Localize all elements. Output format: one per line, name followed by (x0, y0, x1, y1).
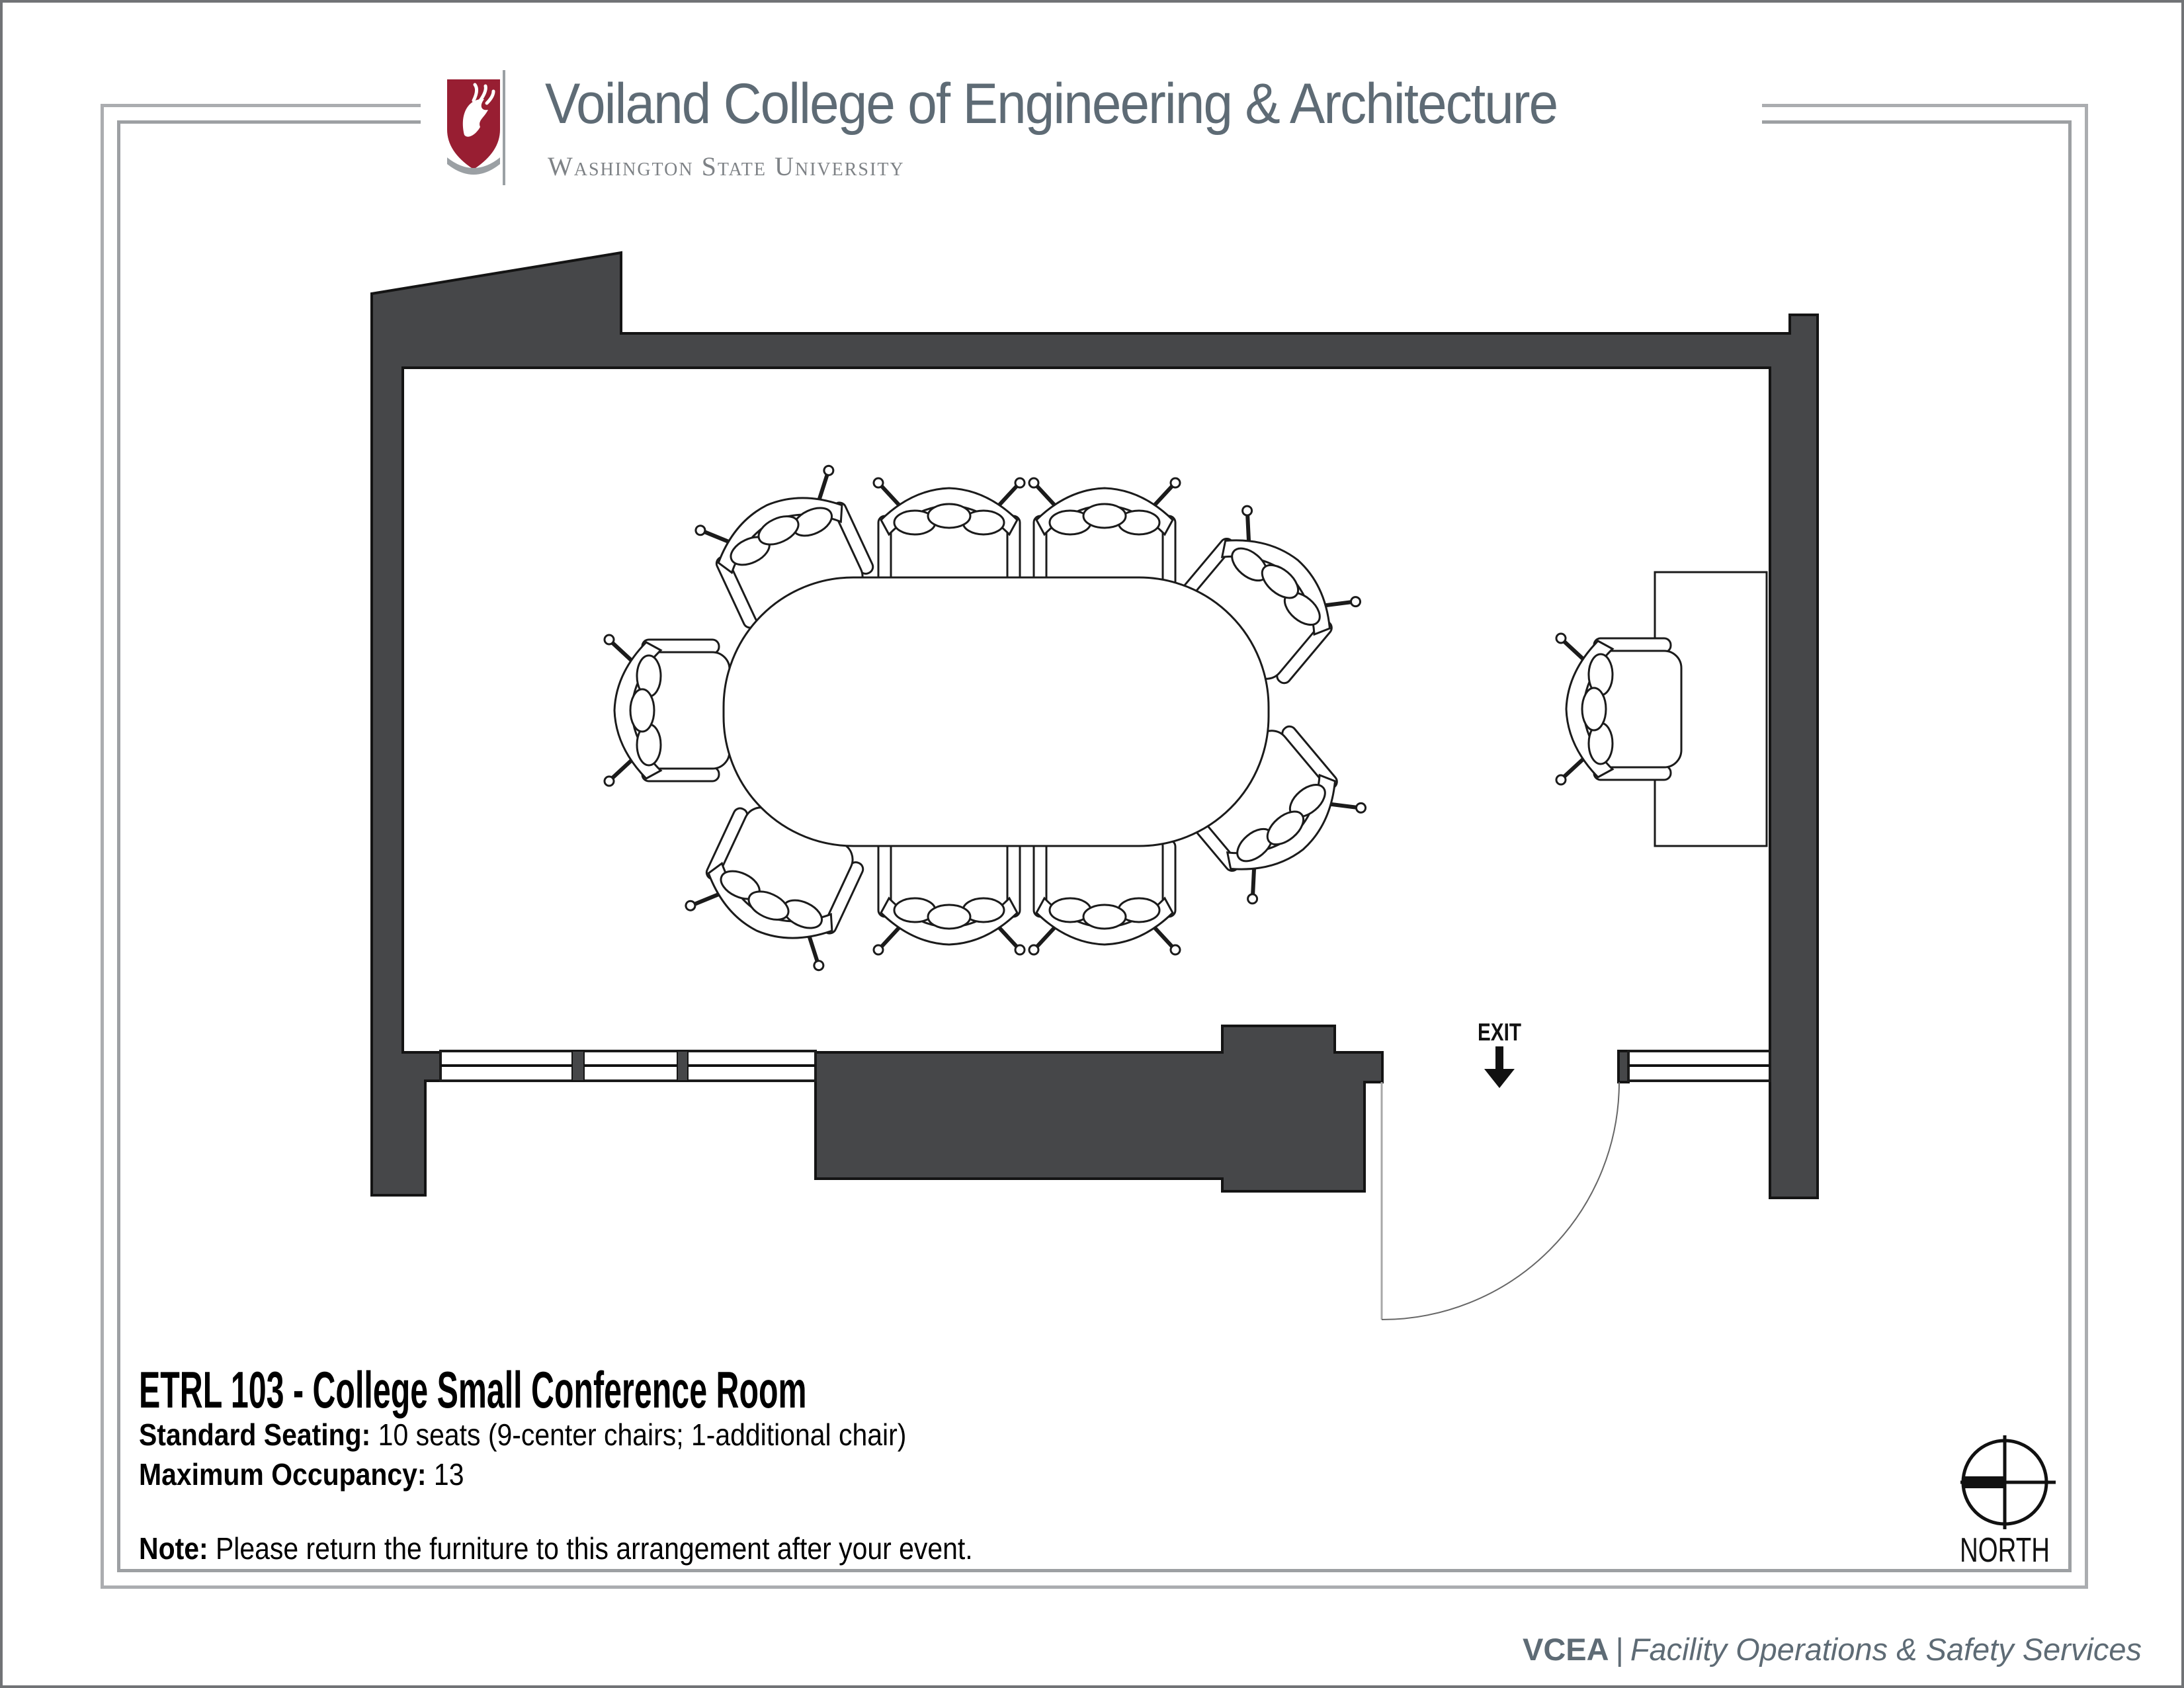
exit-arrow-icon (1484, 1046, 1515, 1088)
footer-brand: VCEA (1523, 1632, 1609, 1667)
seating-label: Standard Seating: (139, 1417, 371, 1452)
exit-label: EXIT (1478, 1019, 1522, 1046)
footer-department: Facility Operations & Safety Services (1630, 1632, 2142, 1667)
logo-divider (503, 70, 505, 185)
note-label: Note: (139, 1531, 208, 1566)
door-jamb (1618, 1051, 1628, 1082)
university-name: Washington State University (548, 151, 905, 181)
wall (816, 1026, 1382, 1191)
footer-separator: | (1615, 1632, 1624, 1667)
conference-table (724, 577, 1269, 846)
chair (1556, 634, 1681, 784)
page-title: Voiland College of Engineering & Architecture (545, 72, 1558, 136)
chair (874, 829, 1025, 954)
occupancy-value: 13 (426, 1457, 464, 1492)
door-swing-arc (1382, 1082, 1619, 1320)
footer (1523, 1631, 2142, 1667)
note-text: Please return the furniture to this arrangement after your event. (208, 1531, 973, 1566)
wsu-cougar-shield-icon (439, 71, 512, 190)
north-label: NORTH (1960, 1531, 2050, 1570)
window (1628, 1051, 1770, 1081)
occupancy-label: Maximum Occupancy: (139, 1457, 427, 1492)
window (441, 1051, 816, 1081)
seating-value: 10 seats (9-center chairs; 1-additional chair) (370, 1417, 907, 1452)
north-compass-icon (1960, 1435, 2056, 1529)
chair (1029, 829, 1180, 954)
room-title: ETRL 103 - College Small Conference Room (139, 1361, 807, 1419)
chair (605, 635, 730, 786)
